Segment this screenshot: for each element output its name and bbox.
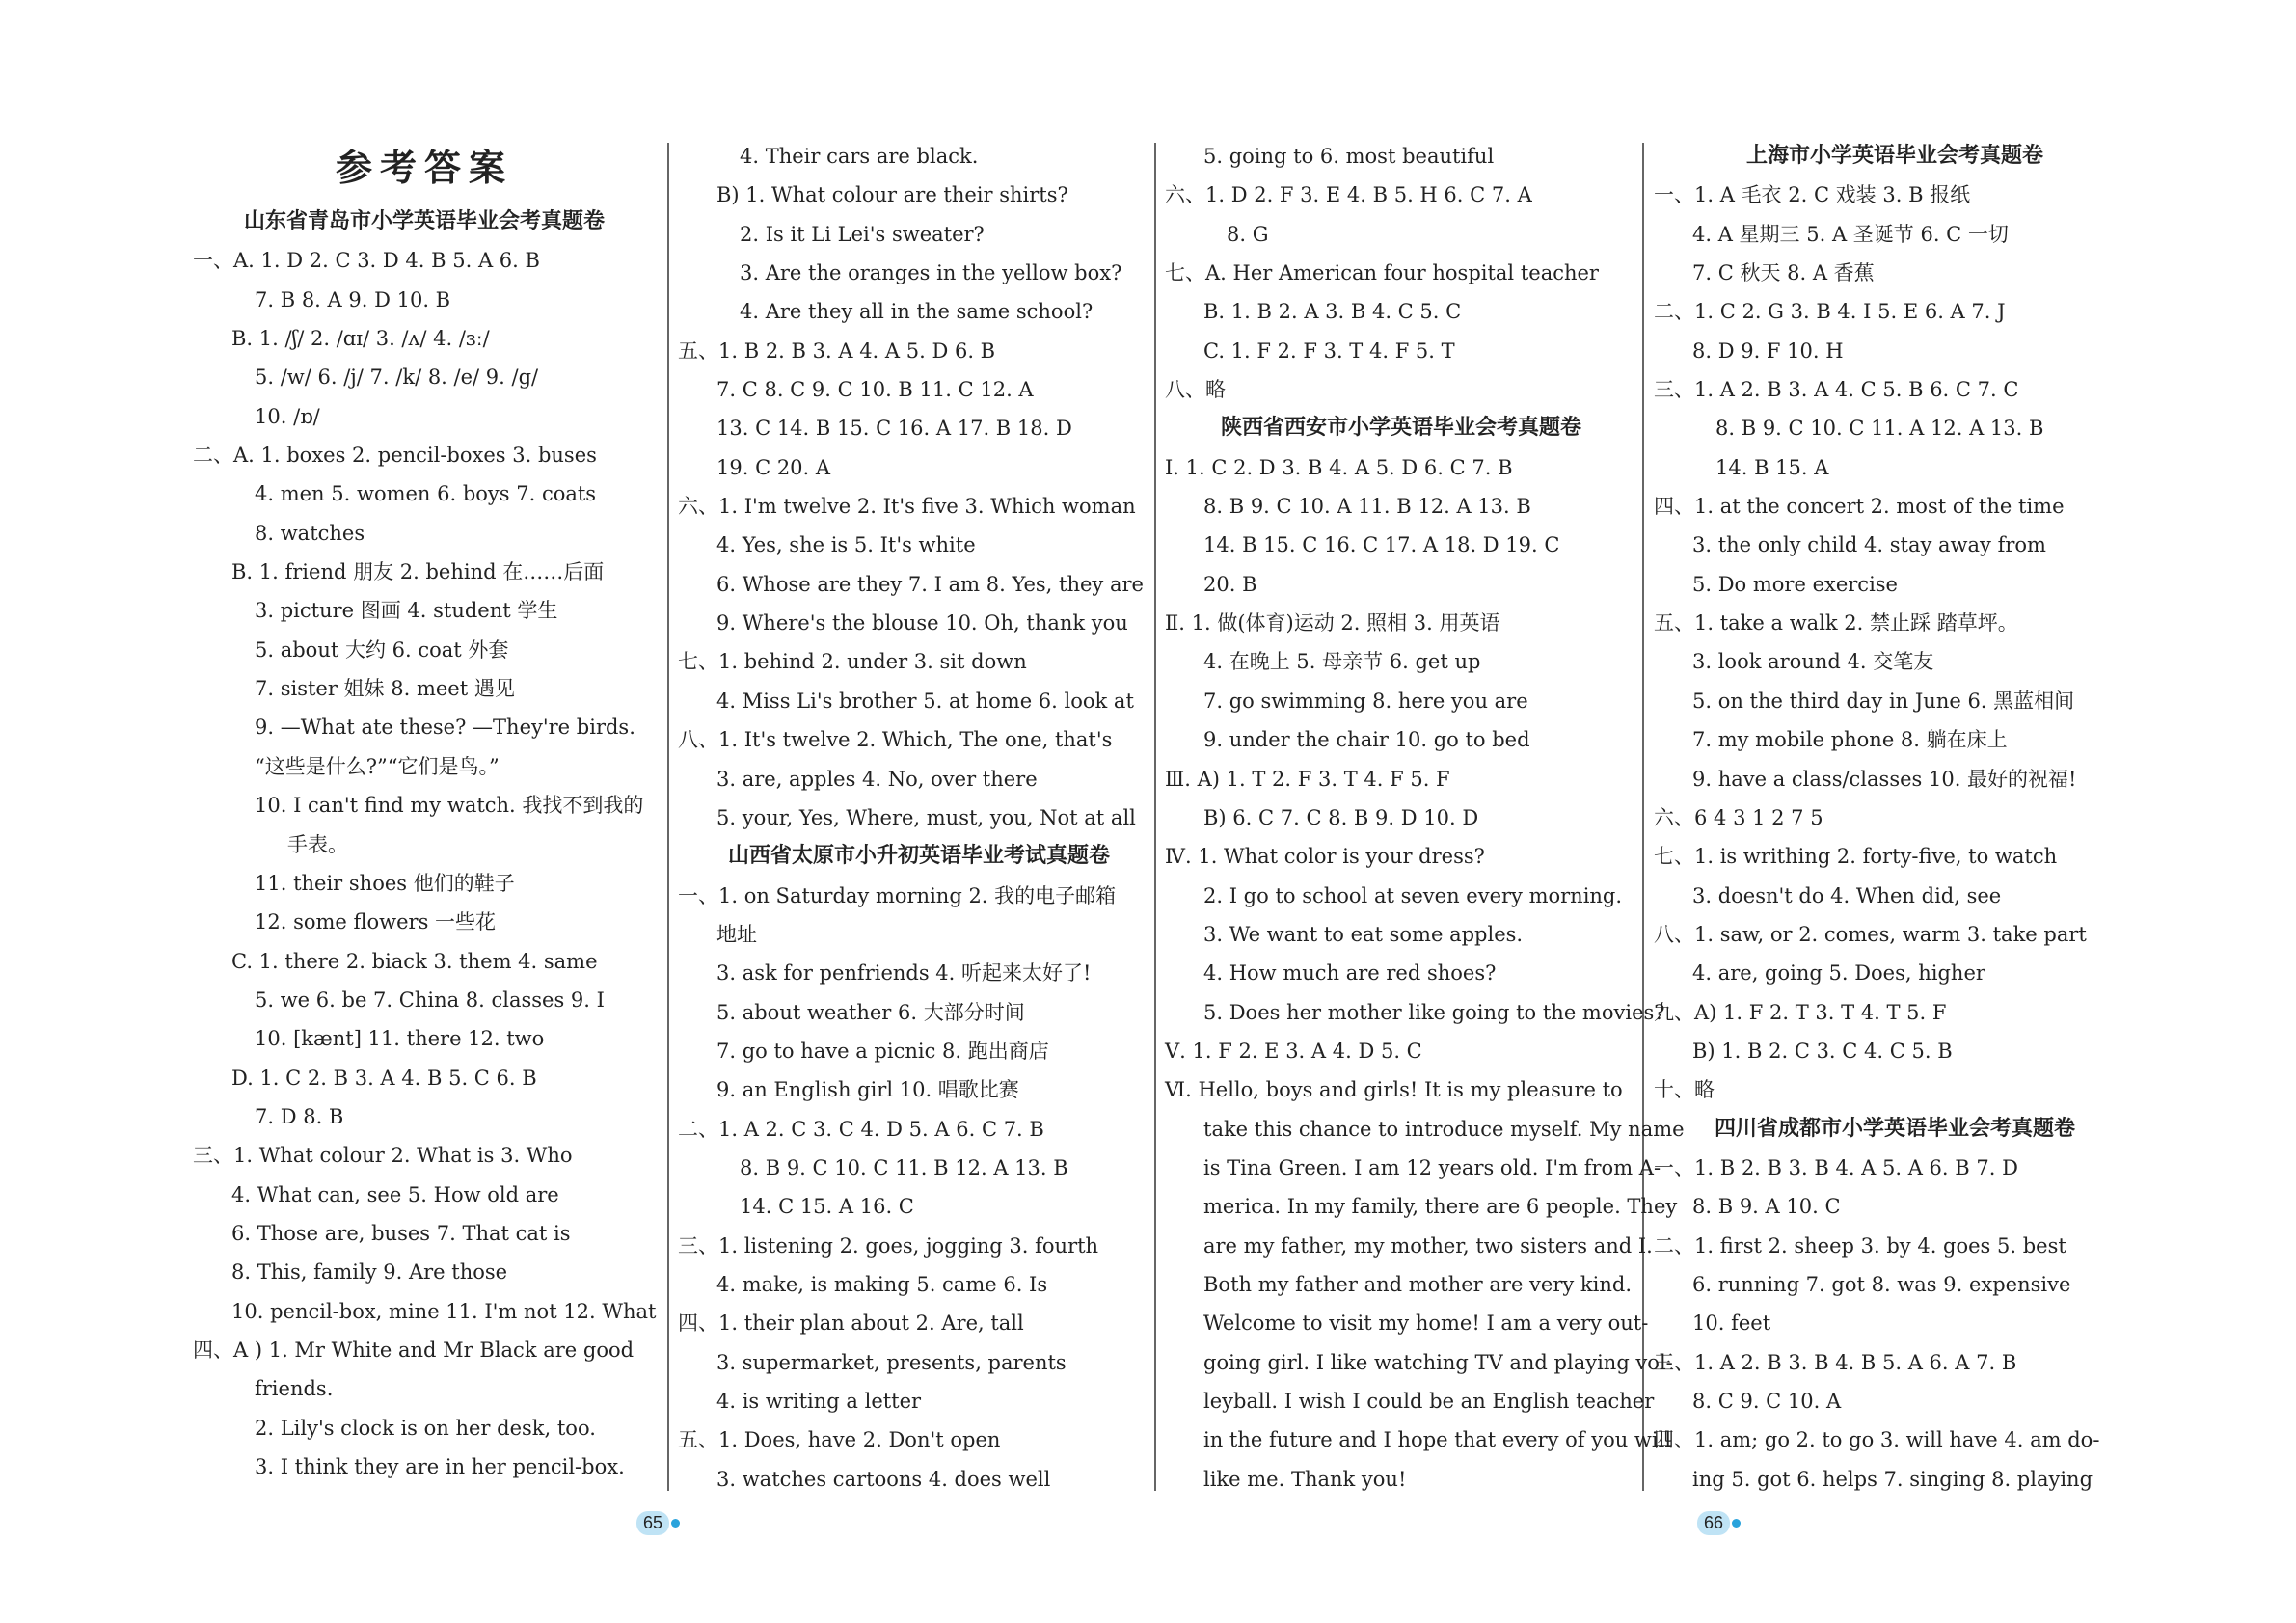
page-number-dot-icon	[1732, 1519, 1741, 1528]
answer-line: “这些是什么?”“它们是鸟。”	[255, 754, 500, 778]
answer-line: 5. Does her mother like going to the movies?	[1203, 1000, 1665, 1024]
answer-line: 8. watches	[255, 521, 365, 545]
column-divider	[1642, 143, 1644, 1491]
answer-line: 五、1. B 2. B 3. A 4. A 5. D 6. B	[678, 338, 996, 363]
answer-line: friends.	[255, 1377, 334, 1401]
answer-line: B. 1. B 2. A 3. B 4. C 5. C	[1203, 300, 1462, 324]
answer-line: 7. C 8. C 9. C 10. B 11. C 12. A	[716, 378, 1034, 402]
answer-line: 3. I think they are in her pencil-box.	[255, 1455, 625, 1478]
answer-line: 4. Miss Li's brother 5. at home 6. look at	[716, 689, 1134, 713]
answer-line: Ⅳ. 1. What color is your dress?	[1165, 845, 1485, 869]
answer-column-1	[193, 137, 656, 1497]
answer-line: 4. are, going 5. Does, higher	[1692, 961, 1985, 986]
answer-line: 20. B	[1203, 572, 1257, 596]
answer-line: 9. Where's the blouse 10. Oh, thank you	[716, 611, 1128, 636]
answer-line: 一、1. B 2. B 3. B 4. A 5. A 6. B 7. D	[1654, 1155, 2018, 1179]
answer-line: B. 1. /ʃ/ 2. /ɑɪ/ 3. /ʌ/ 4. /ɜː/	[231, 327, 490, 351]
answer-line: 一、1. on Saturday morning 2. 我的电子邮箱	[678, 883, 1117, 907]
column-divider	[667, 143, 669, 1491]
answer-line: 五、1. Does, have 2. Don't open	[678, 1428, 1001, 1452]
answer-line: 9. under the chair 10. go to bed	[1203, 728, 1530, 752]
answer-line: Both my father and mother are very kind.	[1203, 1272, 1633, 1296]
answer-line: 3. the only child 4. stay away from	[1692, 533, 2046, 557]
answer-line: 二、A. 1. boxes 2. pencil-boxes 3. buses	[193, 444, 597, 468]
answer-line: 4. What can, see 5. How old are	[231, 1182, 559, 1206]
answer-line: B) 6. C 7. C 8. B 9. D 10. D	[1203, 805, 1479, 829]
answer-line: 6. Those are, buses 7. That cat is	[231, 1221, 571, 1245]
page-title: 参考答案	[335, 146, 513, 189]
answer-line: 4. How much are red shoes?	[1203, 961, 1497, 986]
answer-line: 7. sister 姐妹 8. meet 遇见	[255, 677, 515, 701]
answer-line: 8. B 9. A 10. C	[1692, 1195, 1841, 1219]
answer-line: 4. make, is making 5. came 6. Is	[716, 1272, 1048, 1296]
answer-line: 5. your, Yes, Where, must, you, Not at all	[716, 805, 1136, 829]
answer-line: 三、1. A 2. B 3. A 4. C 5. B 6. C 7. C	[1654, 378, 2019, 402]
answer-line: 七、1. behind 2. under 3. sit down	[678, 650, 1027, 674]
answer-line: 三、1. listening 2. goes, jogging 3. fourth	[678, 1233, 1099, 1258]
answer-line: 3. watches cartoons 4. does well	[716, 1467, 1051, 1491]
answer-line: in the future and I hope that every of you will	[1203, 1428, 1672, 1452]
section-heading: 四川省成都市小学英语毕业会考真题卷	[1714, 1116, 2075, 1141]
answer-line: 三、1. What colour 2. What is 3. Who	[193, 1144, 573, 1168]
answer-line: 四、1. their plan about 2. Are, tall	[678, 1312, 1024, 1336]
answer-line: 5. on the third day in June 6. 黑蓝相间	[1692, 689, 2075, 713]
answer-line: 14. B 15. C 16. C 17. A 18. D 19. C	[1203, 533, 1560, 557]
answer-line: take this chance to introduce myself. My name	[1203, 1117, 1685, 1141]
answer-line: 7. C 秋天 8. A 香蕉	[1692, 261, 1875, 285]
answer-line: 八、略	[1165, 378, 1226, 402]
answer-line: 二、1. A 2. C 3. C 4. D 5. A 6. C 7. B	[678, 1117, 1044, 1141]
answer-line: 二、1. C 2. G 3. B 4. I 5. E 6. A 7. J	[1654, 300, 2006, 324]
answer-line: 3. doesn't do 4. When did, see	[1692, 883, 2002, 907]
answer-line: 2. Lily's clock is on her desk, too.	[255, 1416, 596, 1440]
answer-line: leyball. I wish I could be an English teacher	[1203, 1390, 1655, 1413]
answer-line: 5. going to 6. most beautiful	[1203, 145, 1495, 168]
answer-line: going girl. I like watching TV and playing vol-	[1203, 1350, 1673, 1374]
answer-line: Ⅱ. 1. 做(体育)运动 2. 照相 3. 用英语	[1165, 611, 1500, 636]
answer-line: 7. B 8. A 9. D 10. B	[255, 287, 451, 311]
answer-line: 10. I can't find my watch. 我找不到我的	[255, 794, 644, 818]
answer-line: 2. Is it Li Lei's sweater?	[740, 222, 985, 246]
answer-line: 8. C 9. C 10. A	[1692, 1390, 1842, 1413]
answer-line: Welcome to visit my home! I am a very out-	[1203, 1312, 1649, 1336]
answer-line: 8. D 9. F 10. H	[1692, 338, 1844, 363]
answer-column-4	[1654, 137, 2136, 1497]
answer-line: 8. This, family 9. Are those	[231, 1260, 508, 1285]
answer-line: 八、1. saw, or 2. comes, warm 3. take part	[1654, 922, 2087, 946]
answer-line: 19. C 20. A	[716, 455, 831, 479]
section-heading: 上海市小学英语毕业会考真题卷	[1745, 144, 2043, 168]
answer-line: are my father, my mother, two sisters and I.	[1203, 1233, 1653, 1258]
answer-line: Ⅲ. A) 1. T 2. F 3. T 4. F 5. F	[1165, 767, 1450, 791]
answer-line: 3. picture 图画 4. student 学生	[255, 599, 558, 623]
answer-line: 地址	[716, 922, 757, 946]
answer-line: 九、A) 1. F 2. T 3. T 4. T 5. F	[1654, 1000, 1947, 1024]
page-number-text: 65	[636, 1511, 669, 1535]
answer-line: 3. ask for penfriends 4. 听起来太好了!	[716, 961, 1092, 986]
answer-line: 9. —What ate these? —They're birds.	[255, 716, 635, 740]
answer-line: 一、A. 1. D 2. C 3. D 4. B 5. A 6. B	[193, 249, 540, 273]
answer-line: 5. about 大约 6. coat 外套	[255, 637, 509, 662]
answer-line: Ⅵ. Hello, boys and girls! It is my pleasure to	[1165, 1078, 1623, 1102]
answer-line: B. 1. friend 朋友 2. behind 在……后面	[231, 560, 605, 584]
page-number-text: 66	[1697, 1511, 1730, 1535]
answer-line: 3. Are the oranges in the yellow box?	[740, 261, 1122, 285]
page-number-left	[636, 1511, 680, 1535]
answer-line: 3. We want to eat some apples.	[1203, 922, 1524, 946]
answer-line: 四、1. at the concert 2. most of the time	[1654, 495, 2065, 519]
answer-line: 8. B 9. C 10. A 11. B 12. A 13. B	[1203, 495, 1531, 519]
answer-line: 十、略	[1654, 1078, 1715, 1102]
section-heading: 山西省太原市小升初英语毕业考试真题卷	[727, 844, 1110, 869]
answer-line: 六、1. I'm twelve 2. It's five 3. Which woman	[678, 495, 1136, 519]
answer-line: 12. some flowers 一些花	[255, 910, 497, 934]
answer-line: 5. about weather 6. 大部分时间	[716, 1000, 1025, 1024]
answer-line: 9. an English girl 10. 唱歌比赛	[716, 1078, 1019, 1102]
answer-line: C. 1. there 2. biack 3. them 4. same	[231, 949, 598, 973]
answer-line: 13. C 14. B 15. C 16. A 17. B 18. D	[716, 417, 1072, 441]
answer-line: 10. [kænt] 11. there 12. two	[255, 1027, 545, 1051]
section-heading: 陕西省西安市小学英语毕业会考真题卷	[1220, 416, 1581, 441]
answer-line: 4. A 星期三 5. A 圣诞节 6. C 一切	[1692, 222, 2009, 246]
answer-line: 9. have a class/classes 10. 最好的祝福!	[1692, 767, 2077, 791]
answer-line: 8. B 9. C 10. C 11. A 12. A 13. B	[1715, 417, 2044, 441]
answer-line: 手表。	[287, 832, 348, 856]
answer-line: 8. B 9. C 10. C 11. B 12. A 13. B	[740, 1155, 1068, 1179]
answer-line: D. 1. C 2. B 3. A 4. B 5. C 6. B	[231, 1066, 537, 1090]
answer-line: Ⅰ. 1. C 2. D 3. B 4. A 5. D 6. C 7. B	[1165, 455, 1513, 479]
answer-line: merica. In my family, there are 6 people. They	[1203, 1195, 1678, 1219]
answer-line: 4. men 5. women 6. boys 7. coats	[255, 482, 597, 506]
answer-line: 一、1. A 毛衣 2. C 戏装 3. B 报纸	[1654, 183, 1971, 207]
answer-line: 5. /w/ 6. /j/ 7. /k/ 8. /e/ 9. /g/	[255, 365, 539, 390]
answer-line: 二、1. first 2. sheep 3. by 4. goes 5. best	[1654, 1233, 2066, 1258]
answer-line: 14. C 15. A 16. C	[740, 1195, 914, 1219]
answer-line: 六、1. D 2. F 3. E 4. B 5. H 6. C 7. A	[1165, 183, 1532, 207]
answer-line: 6. running 7. got 8. was 9. expensive	[1692, 1272, 2071, 1296]
answer-line: B) 1. What colour are their shirts?	[716, 183, 1068, 207]
section-heading: 山东省青岛市小学英语毕业会考真题卷	[243, 209, 605, 233]
answer-line: is Tina Green. I am 12 years old. I'm from A-	[1203, 1155, 1661, 1179]
answer-line: 7. go to have a picnic 8. 跑出商店	[716, 1039, 1049, 1063]
answer-line: 6. Whose are they 7. I am 8. Yes, they are	[716, 572, 1144, 596]
answer-line: 六、6 4 3 1 2 7 5	[1654, 805, 1823, 829]
answer-line: 七、1. is writhing 2. forty-five, to watch	[1654, 845, 2058, 869]
answer-line: 2. I go to school at seven every morning.	[1203, 883, 1623, 907]
answer-line: 4. is writing a letter	[716, 1390, 922, 1413]
answer-line: 10. feet	[1692, 1312, 1771, 1336]
answer-line: 8. G	[1227, 222, 1269, 246]
answer-line: 4. 在晚上 5. 母亲节 6. get up	[1203, 650, 1481, 674]
answer-line: 3. supermarket, presents, parents	[716, 1350, 1067, 1374]
answer-column-2	[678, 137, 1160, 1497]
answer-line: 三、1. A 2. B 3. B 4. B 5. A 6. A 7. B	[1654, 1350, 2017, 1374]
page-number-dot-icon	[671, 1519, 680, 1528]
answer-line: 3. look around 4. 交笔友	[1692, 650, 1934, 674]
answer-line: ing 5. got 6. helps 7. singing 8. playing	[1692, 1467, 2093, 1491]
answer-line: 5. we 6. be 7. China 8. classes 9. I	[255, 987, 605, 1012]
answer-line: 7. go swimming 8. here you are	[1203, 689, 1528, 713]
answer-line: C. 1. F 2. F 3. T 4. F 5. T	[1203, 338, 1455, 363]
answer-line: 4. Are they all in the same school?	[740, 300, 1094, 324]
answer-line: 四、A ) 1. Mr White and Mr Black are good	[193, 1338, 635, 1362]
answer-line: 7. my mobile phone 8. 躺在床上	[1692, 728, 2008, 752]
answer-line: Ⅴ. 1. F 2. E 3. A 4. D 5. C	[1165, 1039, 1422, 1063]
answer-line: 八、1. It's twelve 2. Which, The one, that's	[678, 728, 1113, 752]
answer-line: 10. /ɒ/	[255, 404, 320, 428]
answer-line: 14. B 15. A	[1715, 455, 1829, 479]
answer-line: 10. pencil-box, mine 11. I'm not 12. What	[231, 1299, 657, 1323]
answer-line: 5. Do more exercise	[1692, 572, 1898, 596]
answer-line: B) 1. B 2. C 3. C 4. C 5. B	[1692, 1039, 1953, 1063]
answer-line: 4. Their cars are black.	[740, 145, 979, 168]
answer-line: like me. Thank you!	[1203, 1467, 1407, 1491]
answer-line: 4. Yes, she is 5. It's white	[716, 533, 976, 557]
answer-line: 3. are, apples 4. No, over there	[716, 767, 1038, 791]
answer-line: 四、1. am; go 2. to go 3. will have 4. am do-	[1654, 1428, 2100, 1452]
page-number-right	[1697, 1511, 1741, 1535]
answer-line: 7. D 8. B	[255, 1104, 344, 1128]
answer-line: 七、A. Her American four hospital teacher	[1165, 261, 1599, 285]
answer-line: 五、1. take a walk 2. 禁止踩 踏草坪。	[1654, 611, 2018, 636]
answer-line: 11. their shoes 他们的鞋子	[255, 871, 515, 895]
